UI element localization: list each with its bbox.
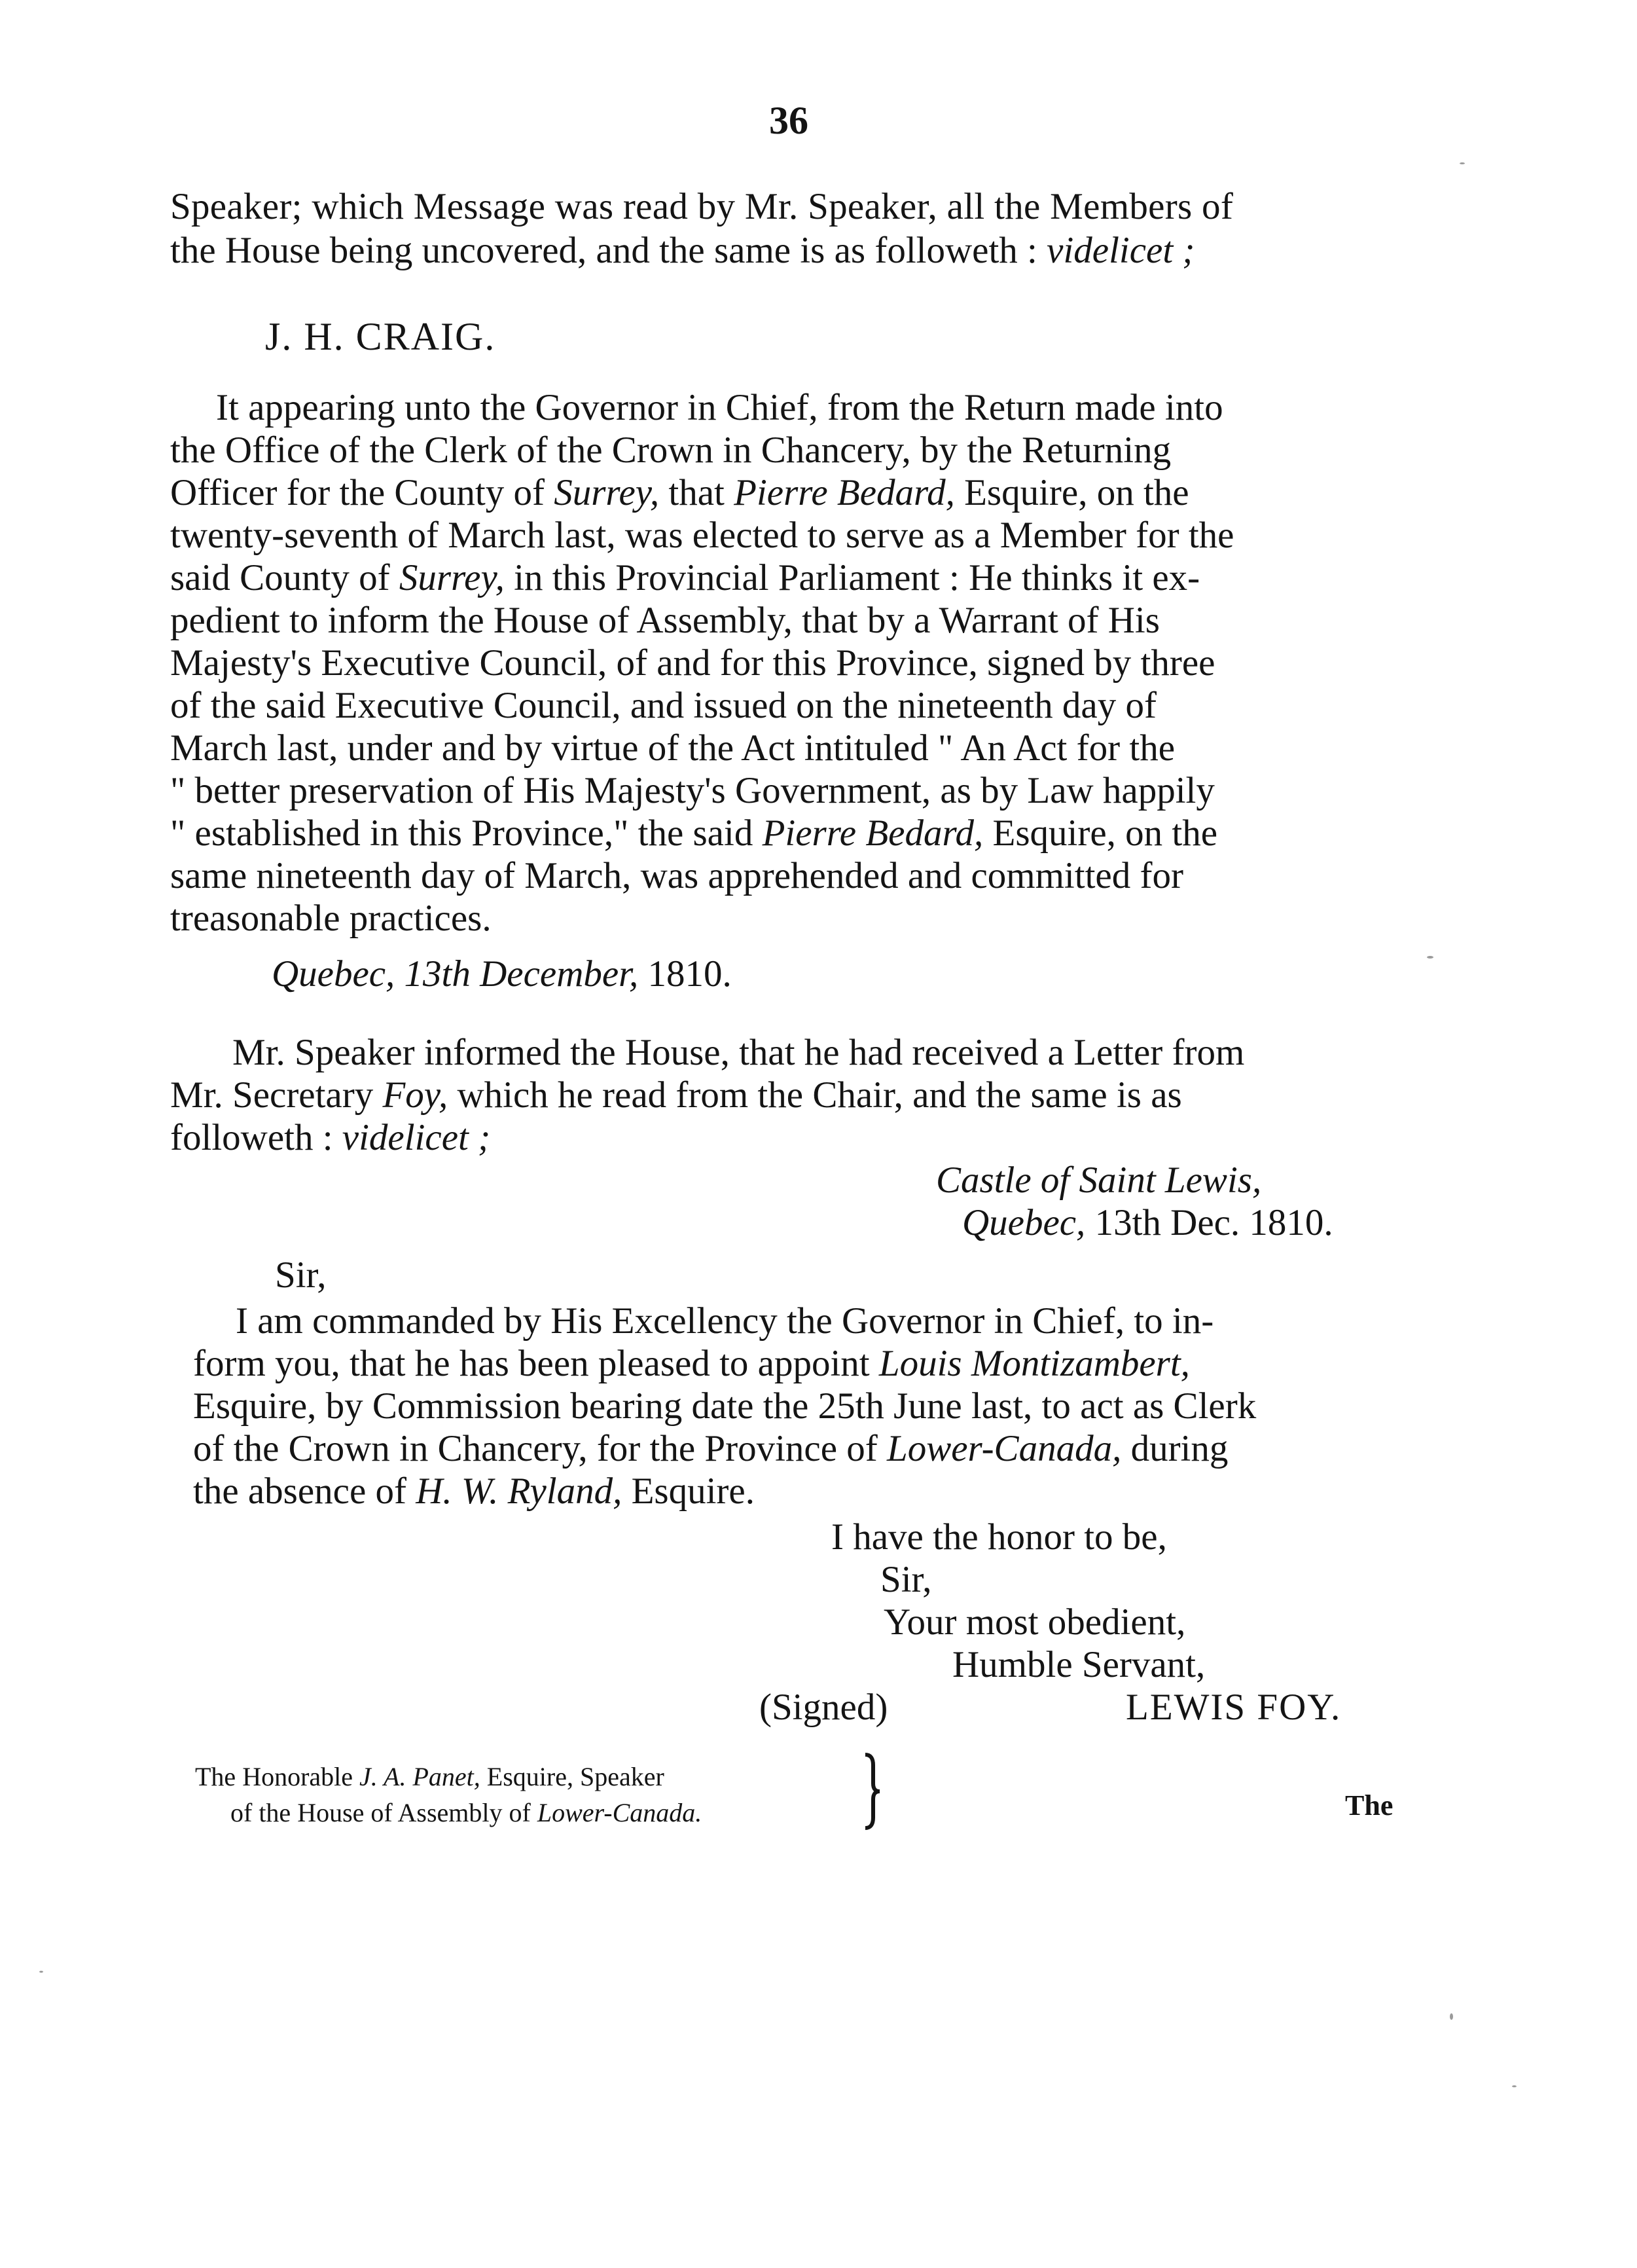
- paper-speck: [1512, 2085, 1517, 2087]
- message-line-10: " better preservation of His Majesty's Government, as by Law happily: [170, 770, 1215, 811]
- speaker-para-line-3: followeth : videlicet ;: [170, 1117, 491, 1158]
- message-line-5: said County of Surrey, in this Provincial Parliament : He thinks it ex-: [170, 557, 1200, 598]
- letter-body-line-2: form you, that he has been pleased to appoint Louis Montizambert,: [193, 1343, 1190, 1384]
- message-line-12: same nineteenth day of March, was apprehended and committed for: [170, 855, 1183, 896]
- message-line-13: treasonable practices.: [170, 898, 492, 939]
- speaker-para-line-2: Mr. Secretary Foy, which he read from the Chair, and the same is as: [170, 1074, 1182, 1116]
- letter-signed: (Signed): [759, 1687, 888, 1728]
- intro-line-2: the House being uncovered, and the same is as followeth : videlicet ;: [170, 230, 1195, 271]
- paper-speck: [39, 1971, 43, 1973]
- letter-place: Castle of Saint Lewis,: [936, 1160, 1262, 1201]
- message-line-8: of the said Executive Council, and issued on the nineteenth day of: [170, 685, 1157, 726]
- letter-closing-4: Humble Servant,: [952, 1644, 1206, 1685]
- message-line-2: the Office of the Clerk of the Crown in Chancery, by the Returning: [170, 430, 1172, 471]
- letter-body-line-4: of the Crown in Chancery, for the Province of Lower-Canada, during: [193, 1428, 1229, 1469]
- message-line-3: Officer for the County of Surrey, that Pierre Bedard, Esquire, on the: [170, 472, 1189, 513]
- letter-date: Quebec, 13th Dec. 1810.: [962, 1202, 1333, 1243]
- speaker-para-line-1: Mr. Speaker informed the House, that he had received a Letter from: [232, 1032, 1245, 1073]
- message-dateline: Quebec, 13th December, 1810.: [272, 953, 732, 995]
- letter-body-line-5: the absence of H. W. Ryland, Esquire.: [193, 1471, 755, 1512]
- letter-salutation: Sir,: [275, 1254, 327, 1296]
- catchword: The: [1345, 1789, 1394, 1821]
- message-line-1: It appearing unto the Governor in Chief, from the Return made into: [216, 387, 1223, 428]
- message-line-6: pedient to inform the House of Assembly, that by a Warrant of His: [170, 600, 1160, 641]
- letter-signatory: LEWIS FOY.: [1126, 1687, 1342, 1728]
- page-number: 36: [769, 99, 808, 142]
- letter-body-line-3: Esquire, by Commission bearing date the 25th June last, to act as Clerk: [193, 1385, 1257, 1427]
- letter-closing-3: Your most obedient,: [884, 1601, 1186, 1643]
- message-line-7: Majesty's Executive Council, of and for this Province, signed by three: [170, 642, 1215, 684]
- message-heading: J. H. CRAIG.: [265, 315, 496, 358]
- letter-closing-2: Sir,: [880, 1559, 932, 1600]
- address-brace: [863, 1752, 882, 1831]
- letter-body-line-1: I am commanded by His Excellency the Governor in Chief, to in-: [236, 1300, 1214, 1342]
- message-line-11: " established in this Province," the said Pierre Bedard, Esquire, on the: [170, 813, 1218, 854]
- paper-speck: [1460, 162, 1465, 164]
- message-line-9: March last, under and by virtue of the Act intituled " An Act for the: [170, 727, 1175, 769]
- paper-speck: [1427, 956, 1433, 959]
- letter-closing-1: I have the honor to be,: [831, 1516, 1167, 1558]
- intro-line-1: Speaker; which Message was read by Mr. Speaker, all the Members of: [170, 186, 1234, 227]
- message-line-4: twenty-seventh of March last, was elected to serve as a Member for the: [170, 515, 1234, 556]
- address-line-2: of the House of Assembly of Lower-Canada.: [230, 1798, 702, 1827]
- paper-speck: [1450, 2013, 1453, 2020]
- address-line-1: The Honorable J. A. Panet, Esquire, Speaker: [195, 1762, 664, 1791]
